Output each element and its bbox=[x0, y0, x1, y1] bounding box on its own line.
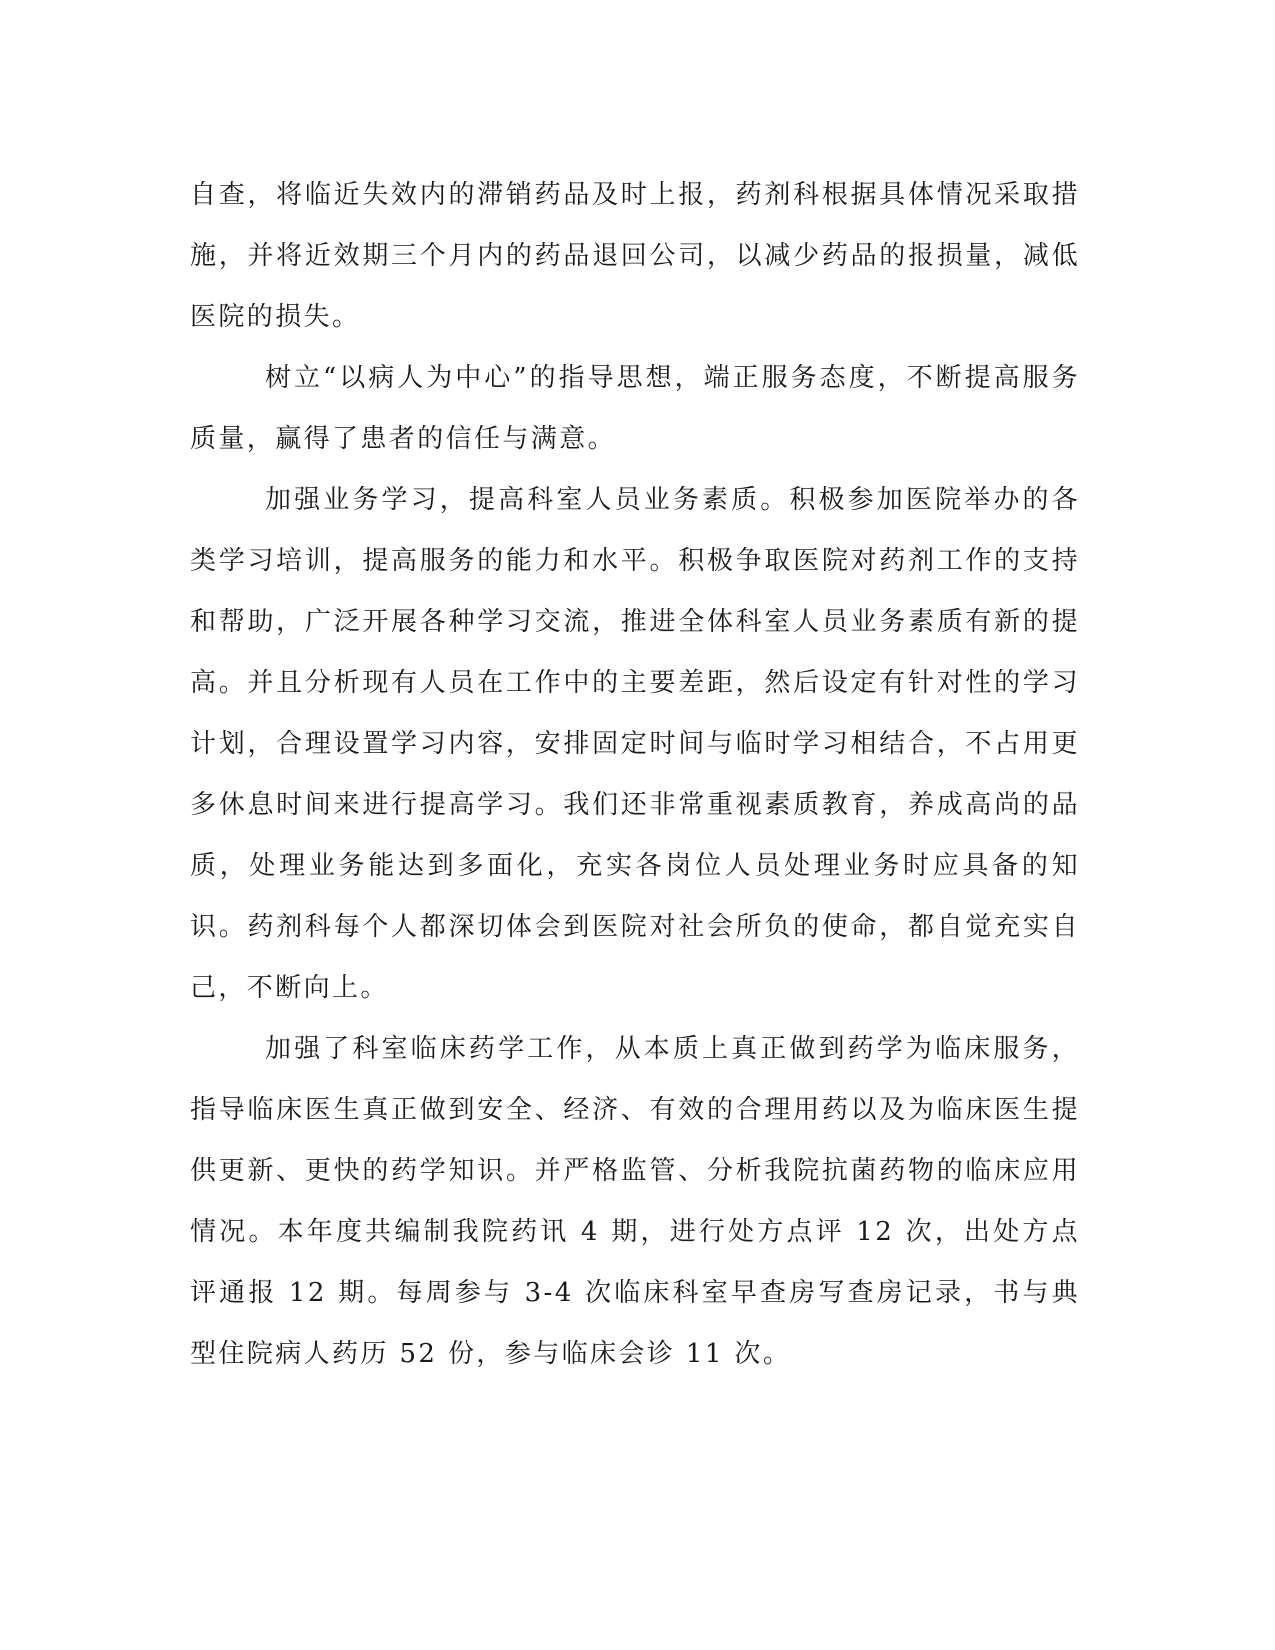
paragraph-medicine-self-check: 自查，将临近失效内的滞销药品及时上报，药剂科根据具体情况采取措施，并将近效期三个月内的药品退回公司，以减少药品的报损量，减低医院的损失。 bbox=[190, 180, 1080, 332]
paragraph-patient-centered-service: 树立“以病人为中心”的指导思想，端正服务态度，不断提高服务质量，赢得了患者的信任与满意。 bbox=[190, 363, 1080, 454]
document-body bbox=[190, 165, 1080, 1385]
paragraph-staff-training: 加强业务学习，提高科室人员业务素质。积极参加医院举办的各类学习培训，提高服务的能力和水平。积极争取医院对药剂工作的支持和帮助，广泛开展各种学习交流，推进全体科室人员业务素质有新的提高。并且分析现有人员在工作中的主要差距，然后设定有针对性的学习计划，合理设置学习内容，安排固定时间与临时学习相结合，不占用更多休息时间来进行提高学习。我们还非常重视素质教育，养成高尚的品质，处理业务能达到多面化，充实各岗位人员处理业务时应具备的知识。药剂科每个人都深切体会到医院对社会所负的使命，都自觉充实自己，不断向上。 bbox=[190, 485, 1080, 1003]
paragraph-clinical-pharmacy: 加强了科室临床药学工作，从本质上真正做到药学为临床服务，指导临床医生真正做到安全、经济、有效的合理用药以及为临床医生提供更新、更快的药学知识。并严格监管、分析我院抗菌药物的临床应用情况。本年度共编制我院药讯 4 期，进行处方点评 12 次，出处方点评通报 12 期。每周参与 3-4 次临床科室早查房写查房记录，书与典型住院病人药历 52 份，参与临床会诊 11 次。 bbox=[190, 1034, 1080, 1369]
